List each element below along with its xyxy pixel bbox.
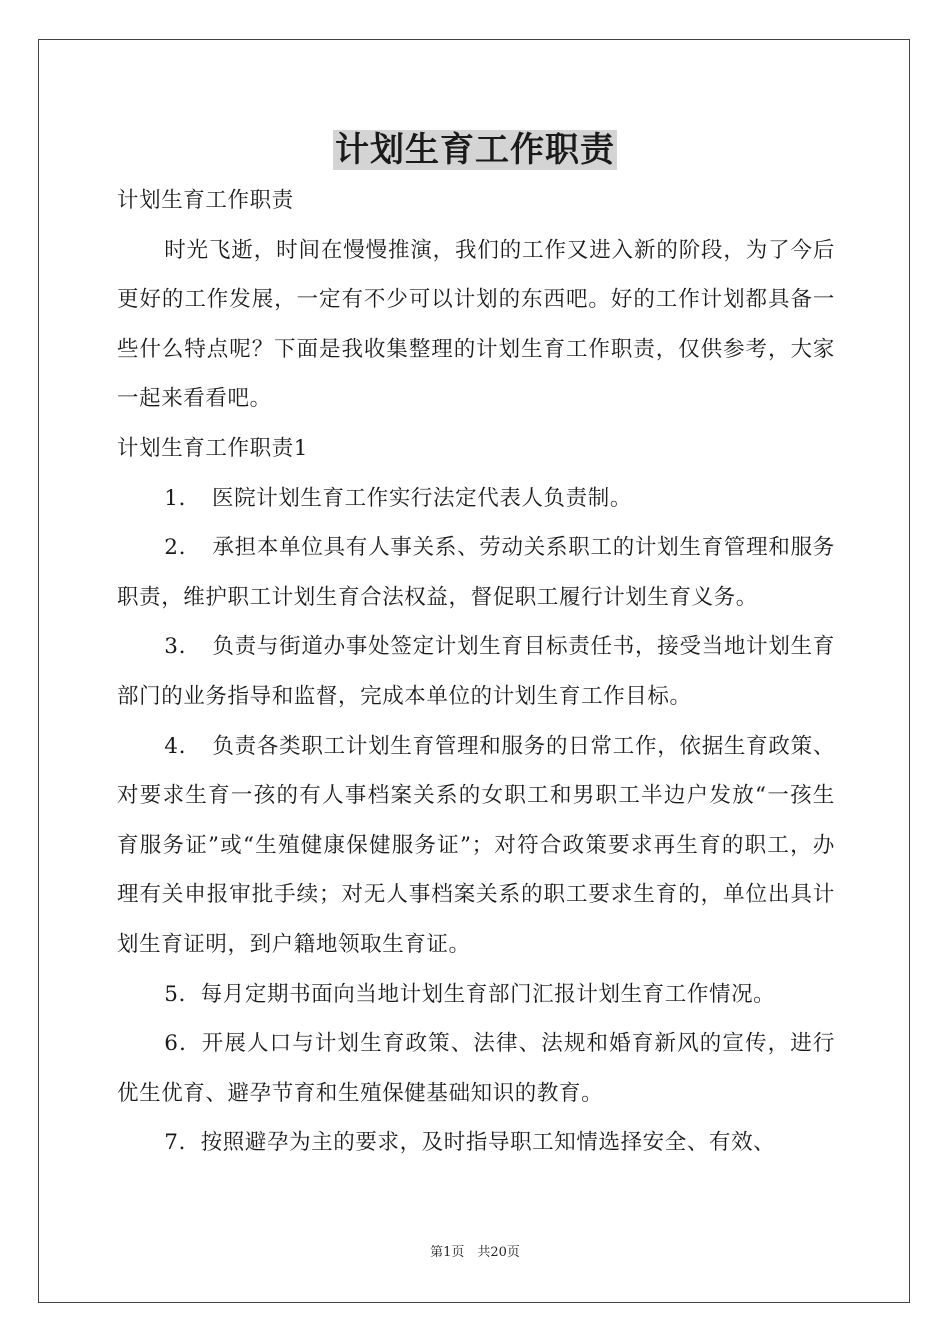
body-paragraph: 7．按照避孕为主的要求，及时指导职工知情选择安全、有效、	[164, 1130, 776, 1156]
body-paragraph: 3． 负责与街道办事处签定计划生育目标责任书，接受当地计划生育部门的业务指导和监督，完成本单位的计划生育工作目标。	[117, 634, 835, 709]
body-paragraph: 计划生育工作职责1	[117, 435, 309, 461]
body-paragraph: 4． 负责各类职工计划生育管理和服务的日常工作，依据生育政策、对要求生育一孩的有人事档案关系的女职工和男职工半边户发放“一孩生育服务证”或“生殖健康保健服务证”；对符合政策要求再生育的职工，办理有关申报审批手续；对无人事档案关系的职工要求生育的，单位出具计划生育证明，到户籍地领取生育证。	[117, 733, 835, 957]
body-paragraph: 1． 医院计划生育工作实行法定代表人负责制。	[164, 485, 632, 511]
page-footer: 第1页 共20页	[430, 1245, 520, 1260]
body-paragraph: 2． 承担本单位具有人事关系、劳动关系职工的计划生育管理和服务职责，维护职工计划生育合法权益，督促职工履行计划生育义务。	[117, 535, 835, 610]
body-paragraph: 5．每月定期书面向当地计划生育部门汇报计划生育工作情况。	[164, 981, 776, 1007]
document-title	[0, 128, 950, 172]
body-paragraph: 时光飞逝，时间在慢慢推演，我们的工作又进入新的阶段，为了今后更好的工作发展，一定有不少可以计划的东西吧。好的工作计划都具备一些什么特点呢？下面是我收集整理的计划生育工作职责，仅供参考，大家一起来看看吧。	[117, 237, 835, 412]
body-paragraph: 6．开展人口与计划生育政策、法律、法规和婚育新风的宣传，进行优生优育、避孕节育和生殖保健基础知识的教育。	[117, 1031, 835, 1106]
document-title-text: 计划生育工作职责	[335, 130, 615, 170]
document-body	[117, 176, 835, 1168]
body-paragraph: 计划生育工作职责	[117, 188, 294, 213]
